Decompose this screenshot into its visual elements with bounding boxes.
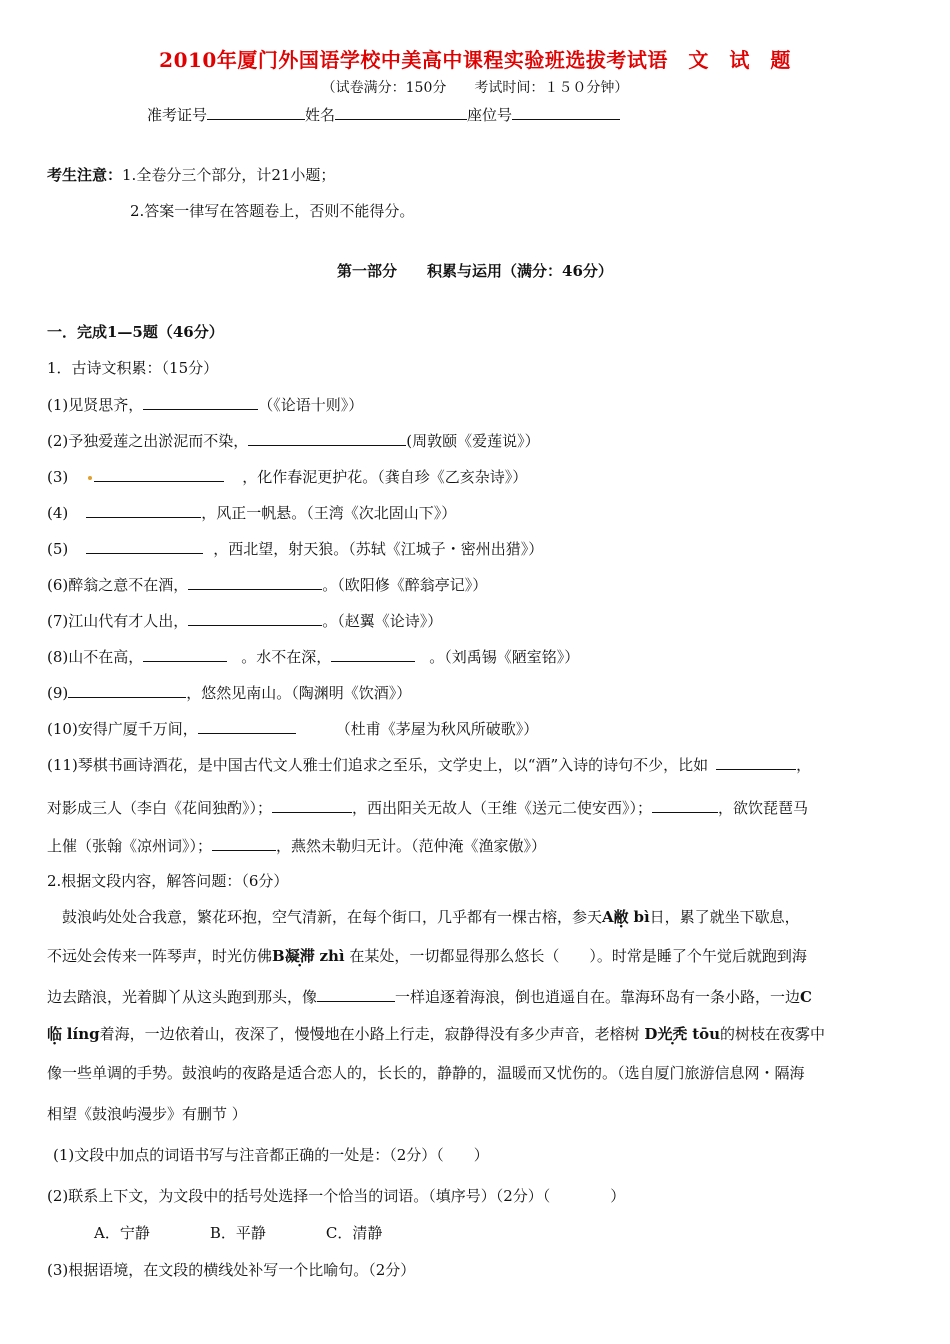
q1-item-11-text: ，西出阳关无故人（王维《送元二使安西》）； xyxy=(352,799,653,817)
passage-text: 鼓浪屿处处合我意，繁花环抱，空气清新，在每个街口，几乎都有一棵古榕，参天 xyxy=(62,908,603,926)
dotted-word-b: 凝滞 xyxy=(284,947,315,965)
answer-blank[interactable] xyxy=(143,394,258,410)
q1-item-1-source: （《论语十则》） xyxy=(258,396,364,414)
q1-item-7-text: (7)江山代有才人出， xyxy=(47,612,189,630)
section1-heading: 一．完成1—5题（46分） xyxy=(47,323,224,341)
passage-text: 日，累了就坐下歇息， xyxy=(649,908,800,926)
q1-item-6-text: (6)醉翁之意不在酒， xyxy=(47,576,189,594)
label-c: C xyxy=(800,988,812,1006)
q1-item-8-mid: 。水不在深， xyxy=(241,648,332,666)
q1-item-4 xyxy=(47,502,456,523)
passage-text: 着海，一边依着山，夜深了，慢慢地在小路上行走，寂静得没有多少声音，老榕树 xyxy=(99,1025,640,1043)
dotted-word-a: 敝 xyxy=(613,908,629,926)
pinyin-a: bì xyxy=(633,908,650,926)
passage-line-5: 像一些单调的手势。鼓浪屿的夜路是适合恋人的，长长的，静静的，温暖而又忧伤的。（选自厦门旅游信息网・隔海 xyxy=(47,1064,805,1082)
field-seat: 座位号 xyxy=(467,106,513,124)
q1-item-11-text: (11)琴棋书画诗酒花，是中国古代文人雅士们追求之至乐，文学史上，以“酒”入诗的诗句不少，比如 xyxy=(47,756,709,774)
exam-subtitle: （试卷满分：150分 考试时间：１５０分钟） xyxy=(321,80,629,96)
passage-line-4 xyxy=(47,1024,825,1044)
q1-item-11-text: ，燕然未勒归无计。（范仲淹《渔家傲》） xyxy=(276,837,547,855)
q1-stem: 1．古诗文积累：（15分） xyxy=(47,359,219,377)
q1-item-1 xyxy=(47,394,363,415)
answer-blank[interactable] xyxy=(188,574,322,590)
option-b[interactable]: B．平静 xyxy=(209,1224,266,1242)
notice-line-1 xyxy=(47,165,335,185)
q2-stem: 2.根据文段内容，解答问题：（6分） xyxy=(47,872,289,890)
q1-item-3-rest: ，化作春泥更护花。（龚自珍《乙亥杂诗》） xyxy=(242,468,528,486)
q1-item-3 xyxy=(47,466,527,487)
answer-blank[interactable] xyxy=(68,682,186,698)
answer-blank[interactable] xyxy=(248,430,406,446)
q1-item-10-source: （杜甫《茅屋为秋风所破歌》） xyxy=(335,720,539,738)
label-d: D xyxy=(644,1025,658,1043)
q1-item-11-text: ，欲饮琵琶马 xyxy=(718,799,809,817)
q1-item-11-line-1: (11)琴棋书画诗酒花，是中国古代文人雅士们追求之至乐，文学史上，以“酒”入诗的诗句不少，比如 ， xyxy=(47,756,812,774)
answer-blank[interactable] xyxy=(272,797,352,813)
marker-dot xyxy=(88,476,92,480)
answer-blank[interactable] xyxy=(212,835,276,851)
q1-item-7-source: 。（赵翼《论诗》） xyxy=(322,612,443,630)
pinyin-d: tōu xyxy=(692,1025,721,1043)
q1-item-8 xyxy=(47,646,579,667)
q1-item-9-text: (9) xyxy=(47,684,69,702)
q1-item-8-text: (8)山不在高， xyxy=(47,648,144,666)
passage-line-2 xyxy=(47,946,807,966)
q1-item-8-source: 。（刘禹锡《陋室铭》） xyxy=(429,648,580,666)
passage-text: 不远处会传来一阵琴声，时光仿佛 xyxy=(47,947,273,965)
q2-sub-3: (3)根据语境，在文段的横线处补写一个比喻句。（2分） xyxy=(47,1261,416,1279)
exam-title: 2010年厦门外国语学校中美高中课程实验班选拔考试语 文 试 题 xyxy=(159,48,791,72)
candidate-info-row xyxy=(147,104,620,125)
dotted-word-d: 光秃 xyxy=(657,1025,688,1043)
q1-item-5 xyxy=(47,538,543,559)
q1-item-4-text: (4) xyxy=(47,504,69,522)
q1-item-10-text: (10)安得广厦千万间， xyxy=(47,720,198,738)
part1-heading: 第一部分 积累与运用（满分：46分） xyxy=(337,262,613,280)
q2-sub-2: (2)联系上下文，为文段中的括号处选择一个恰当的词语。（填序号）（2分）（ ） xyxy=(47,1187,626,1205)
q1-item-3-text: (3) xyxy=(47,468,69,486)
q1-item-11-text: 对影成三人（李白《花间独酌》）； xyxy=(47,799,273,817)
pinyin-b: zhì xyxy=(319,947,345,965)
passage-text: 边去踏浪，光着脚丫从这头跑到那头，像 xyxy=(47,988,318,1006)
q1-item-1-text: (1)见贤思齐， xyxy=(47,396,144,414)
q1-item-2-source: (周敦颐《爱莲说》） xyxy=(406,432,540,450)
dotted-word-c: 临 xyxy=(47,1025,63,1043)
option-c[interactable]: C．清静 xyxy=(325,1224,383,1242)
answer-blank[interactable] xyxy=(716,754,796,770)
q1-item-9-rest: ，悠然见南山。（陶渊明《饮酒》） xyxy=(186,684,412,702)
passage-text: 在某处，一切都显得那么悠长（ ）。时常是睡了个午觉后就跑到海 xyxy=(349,947,807,965)
q1-item-7 xyxy=(47,610,442,631)
q1-item-6 xyxy=(47,574,487,595)
answer-blank[interactable] xyxy=(86,538,203,554)
q1-item-5-rest: ，西北望，射天狼。（苏轼《江城子・密州出猎》） xyxy=(213,540,544,558)
q2-options xyxy=(94,1223,382,1243)
label-b: B xyxy=(272,947,285,965)
field-name: 姓名 xyxy=(305,106,336,124)
q1-item-2-text: (2)予独爱莲之出淤泥而不染， xyxy=(47,432,249,450)
answer-blank[interactable] xyxy=(94,466,224,482)
notice-label: 考生注意： xyxy=(47,166,123,184)
passage-line-1 xyxy=(62,907,800,927)
answer-blank[interactable] xyxy=(331,646,415,662)
q1-item-4-rest: ，风正一帆悬。（王湾《次北固山下》） xyxy=(201,504,457,522)
q1-item-5-text: (5) xyxy=(47,540,69,558)
answer-blank[interactable] xyxy=(652,797,718,813)
pinyin-c: líng xyxy=(66,1025,100,1043)
q1-item-11-line-3 xyxy=(47,835,546,856)
answer-blank[interactable] xyxy=(317,986,395,1002)
label-a: A xyxy=(602,908,614,926)
answer-blank[interactable] xyxy=(143,646,227,662)
passage-line-6: 相望《鼓浪屿漫步》有删节 ） xyxy=(47,1105,247,1123)
passage-text: 的树枝在夜雾中 xyxy=(720,1025,826,1043)
notice-text-1: 1.全卷分三个部分，计21小题； xyxy=(122,166,336,184)
q1-item-10 xyxy=(47,718,538,739)
name-blank[interactable] xyxy=(335,104,467,120)
q2-sub-1: (1)文段中加点的词语书写与注音都正确的一处是：（2分）（ ） xyxy=(53,1146,489,1164)
passage-line-3 xyxy=(47,986,812,1007)
notice-line-2: 2.答案一律写在答题卷上，否则不能得分。 xyxy=(130,202,415,220)
seat-blank[interactable] xyxy=(512,104,620,120)
passage-text: 一样追逐着海浪，倒也逍遥自在。靠海环岛有一条小路，一边 xyxy=(395,988,801,1006)
answer-blank[interactable] xyxy=(86,502,201,518)
q1-item-9 xyxy=(47,682,411,703)
q1-item-11-line-2 xyxy=(47,797,808,818)
answer-blank[interactable] xyxy=(188,610,322,626)
q1-item-6-source: 。（欧阳修《醉翁亭记》） xyxy=(322,576,488,594)
q1-item-11-text: 上催（张翰《凉州词》）； xyxy=(47,837,213,855)
field-exam-number: 准考证号 xyxy=(147,106,208,124)
exam-number-blank[interactable] xyxy=(207,104,305,120)
option-a[interactable]: A．宁静 xyxy=(94,1224,150,1242)
answer-blank[interactable] xyxy=(198,718,296,734)
q1-item-2 xyxy=(47,430,540,451)
